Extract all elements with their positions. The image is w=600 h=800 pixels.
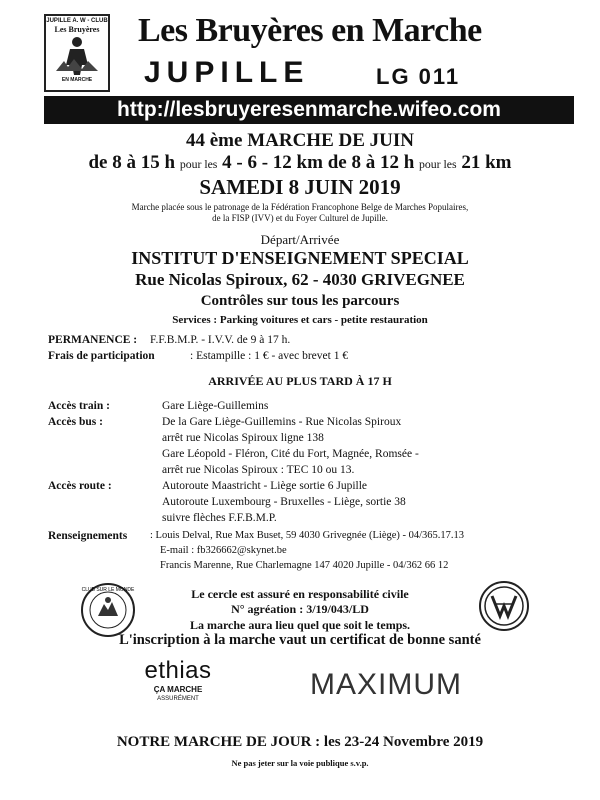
logo-name-text: Les Bruyères xyxy=(54,25,100,34)
permanence-label: PERMANENCE : xyxy=(48,334,138,346)
times-part3: 4 - 6 - 12 km de 8 à 12 h xyxy=(222,152,415,173)
next-event-text: NOTRE MARCHE DE JOUR : les 23-24 Novembre 2019 xyxy=(116,734,484,750)
club-logo xyxy=(44,14,110,92)
route-label: Accès route : xyxy=(48,480,112,492)
train-label: Accès train : xyxy=(48,400,110,412)
contact-line-3: Francis Marenne, Rue Charlemagne 147 4020 Jupille - 04/362 66 12 xyxy=(160,560,449,571)
seal-text: CLUB SUR LE MONDE xyxy=(81,587,135,593)
disclaimer-text: Ne pas jeter sur la voie publique s.v.p. xyxy=(231,758,369,768)
patronage-line-1: Marche placée sous le patronage de la Fédération Francophone Belge de Marches Populaires, xyxy=(131,202,469,212)
bus-label: Accès bus : xyxy=(48,416,103,428)
services-text: Services : Parking voitures et cars - petite restauration xyxy=(172,314,428,326)
patronage-line-2: de la FISP (IVV) et du Foyer Culturel de Jupille. xyxy=(212,213,388,223)
event-title: 44 ème MARCHE DE JUIN xyxy=(186,130,414,151)
contact-label: Renseignements xyxy=(48,530,128,542)
times-part5: 21 km xyxy=(461,152,512,173)
sponsor-ethias-logo xyxy=(138,658,218,703)
permanence-value: F.F.B.M.P. - I.V.V. de 9 à 17 h. xyxy=(150,334,291,346)
bus-line-1: De la Gare Liège-Guillemins - Rue Nicolas Spiroux xyxy=(162,416,402,428)
frais-value: : Estampille : 1 € - avec brevet 1 € xyxy=(190,350,349,362)
ethias-tag-2: ASSURÉMENT xyxy=(157,696,199,702)
logo-top-text: JUPILLE A. W - CLUB xyxy=(46,18,108,24)
times-part4: pour les xyxy=(419,158,457,171)
club-name: Les Bruyères en Marche xyxy=(138,12,482,49)
walker-figure-icon xyxy=(52,35,102,77)
ethias-name: ethias xyxy=(144,657,212,684)
insurance-text: Le cercle est assuré en responsabilité civile xyxy=(191,587,409,601)
frais-label: Frais de participation xyxy=(48,350,155,362)
contact-line-1: : Louis Delval, Rue Max Buset, 59 4030 Grivegnée (Liège) - 04/365.17.13 xyxy=(150,530,465,541)
times-part1: de 8 à 15 h xyxy=(88,152,176,173)
controls-text: Contrôles sur tous les parcours xyxy=(200,293,400,309)
venue-address: Rue Nicolas Spiroux, 62 - 4030 GRIVEGNEE xyxy=(135,270,465,289)
website-url: http://lesbruyeresenmarche.wifeo.com xyxy=(44,96,574,124)
weather-text: La marche aura lieu quel que soit le temps. xyxy=(189,618,411,632)
bus-line-2: arrêt rue Nicolas Spiroux ligne 138 xyxy=(162,432,324,444)
train-line-1: Gare Liège-Guillemins xyxy=(162,400,269,412)
contact-line-2: E-mail : fb326662@skynet.be xyxy=(160,545,287,556)
town-name: JUPILLE xyxy=(144,56,310,89)
ethias-tag-1: ÇA MARCHE xyxy=(153,685,203,694)
times-part2: pour les xyxy=(179,158,218,171)
sponsor-maximum-logo: MAXIMUM xyxy=(310,668,462,701)
agreement-text: N° agréation : 3/19/043/LD xyxy=(231,602,369,616)
logo-bottom-text: EN MARCHE xyxy=(61,77,93,83)
bus-line-4: arrêt rue Nicolas Spiroux : TEC 10 ou 13. xyxy=(162,464,355,476)
health-text: L'inscription à la marche vaut un certificat de bonne santé xyxy=(119,632,481,648)
event-times xyxy=(0,152,600,174)
club-code: LG 011 xyxy=(376,64,461,89)
venue-label: Départ/Arrivée xyxy=(260,232,340,247)
bus-line-3: Gare Léopold - Fléron, Cité du Fort, Magnée, Romsée - xyxy=(162,448,419,460)
venue-name: INSTITUT D'ENSEIGNEMENT SPECIAL xyxy=(131,248,469,268)
route-line-3: suivre flèches F.F.B.M.P. xyxy=(162,512,277,524)
route-line-2: Autoroute Luxembourg - Bruxelles - Liège, sortie 38 xyxy=(162,496,406,508)
event-date: SAMEDI 8 JUIN 2019 xyxy=(199,175,401,199)
header xyxy=(30,8,578,126)
route-line-1: Autoroute Maastricht - Liège sortie 6 Jupille xyxy=(162,480,368,492)
arrival-text: ARRIVÉE AU PLUS TARD À 17 H xyxy=(208,374,392,388)
